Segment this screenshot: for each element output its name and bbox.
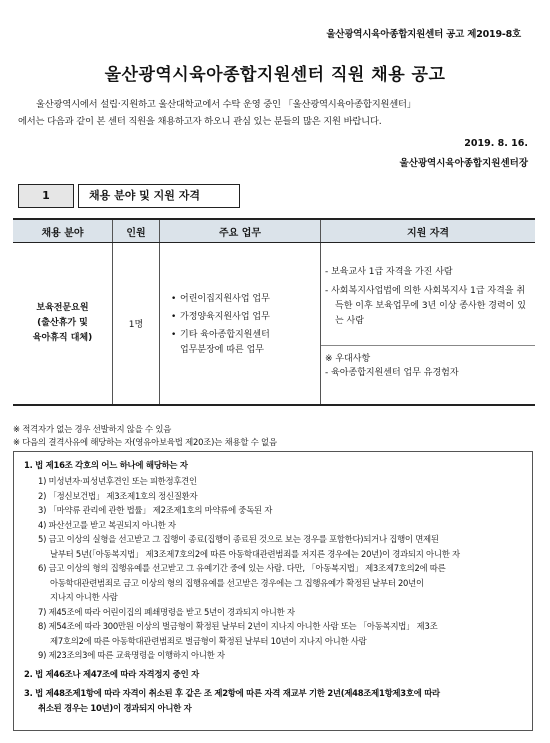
duties-list [161,292,319,358]
field-cell [13,243,113,405]
field-note-2: 육아휴직 대체) [32,332,93,343]
field-name: 보육전문요원 [36,302,89,313]
header-count: 인원 [113,219,160,243]
disqualification-box [13,451,533,731]
disq-item [38,619,524,648]
intro-line-2: 에서는 다음과 같이 본 센터 직원을 채용하고자 하오니 관심 있는 분들의 많은 지원 바랍니다. [18,116,382,127]
page-title: 울산광역시육아종합지원센터 직원 채용 공고 [104,65,446,85]
duties-cell [160,243,321,405]
disq-heading-2: 2. 법 제46조나 제47조에 따라 자격정지 중인 자 [24,668,199,679]
disq-item: 9) 제23조의3에 따른 교육명령을 이행하지 아니한 자 [38,650,225,660]
doc-number: 울산광역시육아종합지원센터 공고 제2019-8호 [326,29,521,40]
header-duties: 주요 업무 [160,219,321,243]
intro-line-1: 울산광역시에서 설립·지원하고 울산대학교에서 수탁 운영 중인 「울산광역시육아종합지원센터」 [36,99,416,110]
header-field: 채용 분야 [13,219,113,243]
qualifications-cell [321,243,536,405]
section-number: 1 [18,184,74,208]
intro-paragraph [18,96,534,130]
table-row [13,243,535,405]
disq-item: 3) 「마약류 관리에 관한 법률」 제2조제1호의 마약류에 중독된 자 [38,505,273,515]
preference-block [321,346,535,388]
disq-heading-1: 1. 법 제16조 각호의 어느 하나에 해당하는 자 [24,460,188,470]
duty-item: • 가정양육지원사업 업무 [171,310,319,325]
disq-item [38,561,524,605]
disq-item: 1) 미성년자·피성년후견인 또는 피한정후견인 [38,476,197,486]
disq-item-text: 6) 금고 이상의 형의 집행유예를 선고받고 그 유예기간 중에 있는 사람. 다만, 「아동복지법」 제3조제7호의2에 따른 [38,563,446,573]
disq-item: 7) 제45조에 따라 어린이집의 폐쇄명령을 받고 5년이 경과되지 아니한 자 [38,606,295,617]
disq-item-text: 8) 제54조에 따라 300만원 이상의 벌금형이 확정된 날부터 2년이 지나지 아니한 사람 또는 「아동복지법」 제3조 [38,621,438,631]
duty-item-text: 기타 육아종합지원센터 [180,329,270,340]
qualifications-list [321,259,535,346]
preference-title: ※ 우대사항 [325,353,371,364]
disq-item-text: 5) 금고 이상의 실형을 선고받고 그 집행이 종료(집행이 종료된 것으로 보는 경우를 포함한다)되거나 집행이 면제된 [38,534,439,544]
qualification-item: - 사회복지사업법에 의한 사회복지사 1급 자격을 취득한 이후 보육업무에 3년 이상 종사한 경력이 있는 사람 [325,285,526,326]
disq-item: 2) 「정신보건법」 제3조제1호의 정신질환자 [38,490,198,501]
note-item: ※ 적격자가 없는 경우 선발하지 않을 수 있음 [13,424,172,434]
duty-item [171,328,319,358]
duty-item: • 어린이집지원사업 업무 [171,292,319,307]
disq-heading-3-text: 3. 법 제48조제1항에 따라 자격이 취소된 후 같은 조 제2항에 따른 자격 재교부 기한 2년(제48조제1항제3호에 따라 [24,687,440,698]
preference-item: - 육아종합지원센터 업무 유경험자 [325,367,459,378]
recruitment-table [13,218,535,406]
table-header-row [13,219,535,243]
header-qualifications: 지원 자격 [321,219,536,243]
notes [13,423,535,449]
disq-item-text-cont: 아동학대관련범죄로 금고 이상의 형의 집행유예를 선고받은 경우에는 그 집행유예가 확정된 날부터 20년이 [50,577,424,588]
disq-item-text-cont: 제7호의2에 따른 아동학대관련범죄로 벌금형이 확정된 날부터 10년이 지나지 아니한 사람 [50,635,367,646]
note-item: ※ 다음의 결격사유에 해당하는 자(영유아보육법 제20조)는 채용할 수 없음 [13,437,277,447]
field-note-1: (출산휴가 및 [37,317,88,328]
disq-heading-3 [24,686,524,716]
disq-item-text-cont: 지나지 아니한 사람 [50,592,118,602]
section-title: 채용 분야 및 지원 자격 [78,184,240,208]
issuing-organization: 울산광역시육아종합지원센터장 [399,158,528,169]
disq-heading-3-cont: 취소된 경우는 10년)이 경과되지 아니한 자 [38,702,192,713]
qualification-item: - 보육교사 1급 자격을 가진 사람 [325,266,453,277]
disq-item-text-cont: 날부터 5년(「아동복지법」 제3조제7호의2에 따른 아동학대관련범죄를 저지른 경우에는 20년)이 경과되지 아니한 자 [50,548,460,559]
disq-item [38,532,524,561]
duty-item-text-cont: 업무분장에 따른 업무 [180,344,264,355]
count-cell: 1명 [113,243,160,405]
disq-item: 4) 파산선고를 받고 복권되지 아니한 자 [38,519,176,530]
announcement-date: 2019. 8. 16. [464,138,528,149]
